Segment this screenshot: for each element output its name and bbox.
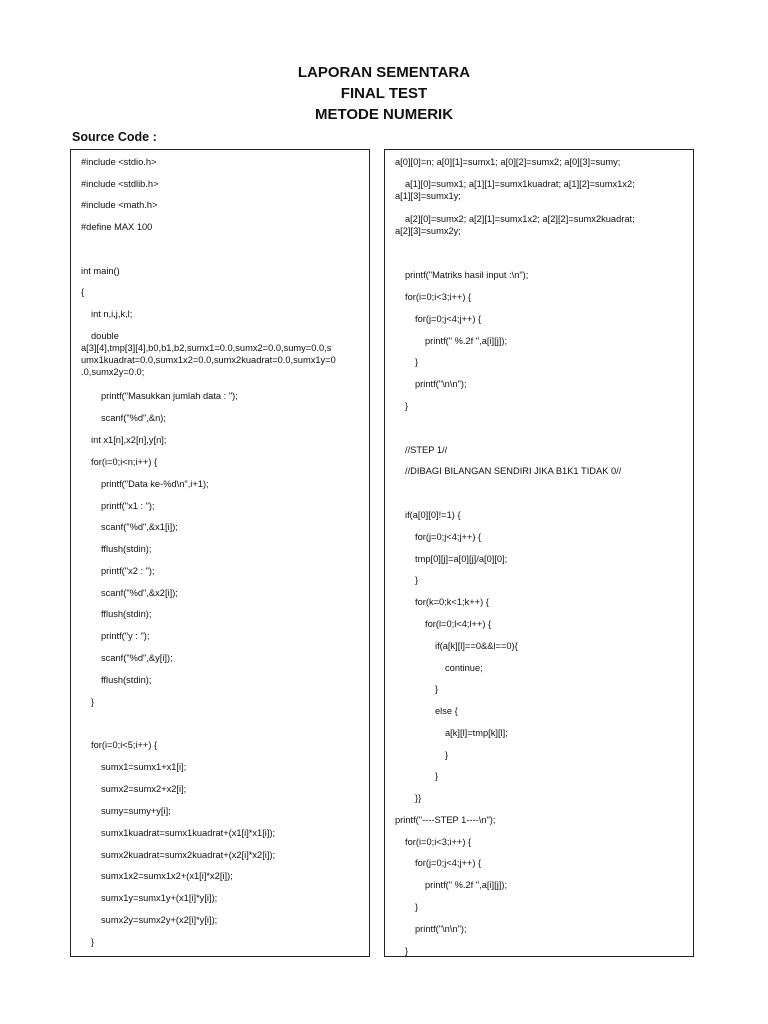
right-code-line: tmp[0][j]=a[0][j]/a[0][0];	[415, 554, 508, 564]
left-code-box	[70, 149, 370, 957]
right-code-line: //DIBAGI BILANGAN SENDIRI JIKA B1K1 TIDAK 0//	[405, 466, 622, 476]
left-code-line: a[3][4],tmp[3][4],b0,b1,b2,sumx1=0.0,sumx2=0.0,sumy=0.0,s	[81, 343, 332, 353]
left-code-line: fflush(stdin);	[101, 609, 152, 619]
right-code-line: a[k][l]=tmp[k][l];	[445, 728, 508, 738]
right-code-line: for(j=0;j<4;j++) {	[415, 858, 482, 868]
left-code-line: printf("Data ke-%d\n",i+1);	[101, 479, 209, 489]
left-code-line: #define MAX 100	[81, 222, 153, 232]
left-code-line: sumx1y=sumx1y+(x1[i]*y[i]);	[101, 893, 218, 903]
left-code-line: for(i=0;i<n;i++) {	[91, 457, 158, 467]
right-code-line: for(k=0;k<1;k++) {	[415, 597, 489, 607]
left-code-line: }	[91, 937, 95, 947]
left-code-line: printf("Masukkan jumlah data : ");	[101, 391, 238, 401]
right-code-line: //STEP 1//	[405, 445, 448, 455]
left-code-line: scanf("%d",&n);	[101, 413, 166, 423]
right-code-line: }	[435, 771, 439, 781]
left-code-line: {	[81, 287, 85, 297]
right-code-line: }}	[415, 793, 422, 803]
left-code-line: sumx2kuadrat=sumx2kuadrat+(x2[i]*x2[i]);	[101, 850, 276, 860]
left-code-line: sumx2y=sumx2y+(x2[i]*y[i]);	[101, 915, 218, 925]
right-code-line: }	[415, 575, 419, 585]
left-code-line: int x1[n],x2[n],y[n];	[91, 435, 167, 445]
left-code-line: scanf("%d",&y[i]);	[101, 653, 173, 663]
left-code-line: scanf("%d",&x2[i]);	[101, 588, 178, 598]
right-code-line: }	[405, 946, 409, 956]
left-code-line: double	[91, 331, 119, 341]
right-code-line: }	[405, 401, 409, 411]
left-code-line: int n,i,j,k,l;	[91, 309, 133, 319]
right-code-line: continue;	[445, 663, 483, 673]
left-code-line: sumx1=sumx1+x1[i];	[101, 762, 187, 772]
left-code-line: sumx1kuadrat=sumx1kuadrat+(x1[i]*x1[i]);	[101, 828, 276, 838]
report-title	[0, 62, 768, 125]
left-code-line: scanf("%d",&x1[i]);	[101, 522, 178, 532]
left-code-line: sumx2=sumx2+x2[i];	[101, 784, 187, 794]
left-code-line: sumx1x2=sumx1x2+(x1[i]*x2[i]);	[101, 871, 233, 881]
right-code-line: printf("Matriks hasil input :\n");	[405, 270, 529, 280]
right-code-line: }	[445, 750, 449, 760]
right-code-line: else {	[435, 706, 458, 716]
left-code-line: printf("y : ");	[101, 631, 150, 641]
title-line-2: FINAL TEST	[340, 85, 428, 102]
right-code-line: for(i=0;i<3;i++) {	[405, 837, 472, 847]
left-code-line: }	[91, 697, 95, 707]
left-code-line: int main()	[81, 266, 120, 276]
right-code-line: if(a[k][l]==0&&l==0){	[435, 641, 518, 651]
right-code-line: a[1][3]=sumx1y;	[395, 191, 461, 201]
left-code-line: #include <stdio.h>	[81, 157, 157, 167]
right-code-line: a[0][0]=n; a[0][1]=sumx1; a[0][2]=sumx2; a[0][3]=sumy;	[395, 157, 621, 167]
left-code-line: sumy=sumy+y[i];	[101, 806, 171, 816]
right-code-line: for(j=0;j<4;j++) {	[415, 532, 482, 542]
right-code-line: }	[415, 357, 419, 367]
left-code-line: fflush(stdin);	[101, 544, 152, 554]
right-code-line: a[2][3]=sumx2y;	[395, 226, 461, 236]
left-code-line: #include <stdlib.h>	[81, 179, 159, 189]
right-code-line: printf(" %.2f ",a[i][j]);	[425, 880, 508, 890]
right-code-line: printf("\n\n");	[415, 924, 467, 934]
right-code-line: }	[435, 684, 439, 694]
left-code-line: for(i=0;i<5;i++) {	[91, 740, 158, 750]
left-code-line: #include <math.h>	[81, 200, 158, 210]
right-code-line: printf(" %.2f ",a[i][j]);	[425, 336, 508, 346]
left-code-line: printf("x2 : ");	[101, 566, 155, 576]
left-code-line: fflush(stdin);	[101, 675, 152, 685]
right-code-line: printf("----STEP 1----\n");	[395, 815, 496, 825]
right-code-line: for(j=0;j<4;j++) {	[415, 314, 482, 324]
left-code-line: printf("x1 : ");	[101, 501, 155, 511]
right-code-line: a[1][0]=sumx1; a[1][1]=sumx1kuadrat; a[1][2]=sumx1x2;	[405, 179, 635, 189]
right-code-line: for(l=0;l<4;l++) {	[425, 619, 492, 629]
left-code-line: umx1kuadrat=0.0,sumx1x2=0.0,sumx2kuadrat=0.0,sumx1y=0	[81, 355, 336, 365]
left-code-line: .0,sumx2y=0.0;	[81, 367, 145, 377]
title-line-3: METODE NUMERIK	[314, 106, 454, 123]
source-code-label: Source Code :	[72, 130, 157, 144]
right-code-line: for(i=0;i<3;i++) {	[405, 292, 472, 302]
right-code-box	[384, 149, 694, 957]
right-code-line: if(a[0][0]!=1) {	[405, 510, 461, 520]
title-line-1: LAPORAN SEMENTARA	[297, 64, 471, 81]
right-code-line: a[2][0]=sumx2; a[2][1]=sumx1x2; a[2][2]=sumx2kuadrat;	[405, 214, 635, 224]
right-code-line: printf("\n\n");	[415, 379, 467, 389]
right-code-line: }	[415, 902, 419, 912]
